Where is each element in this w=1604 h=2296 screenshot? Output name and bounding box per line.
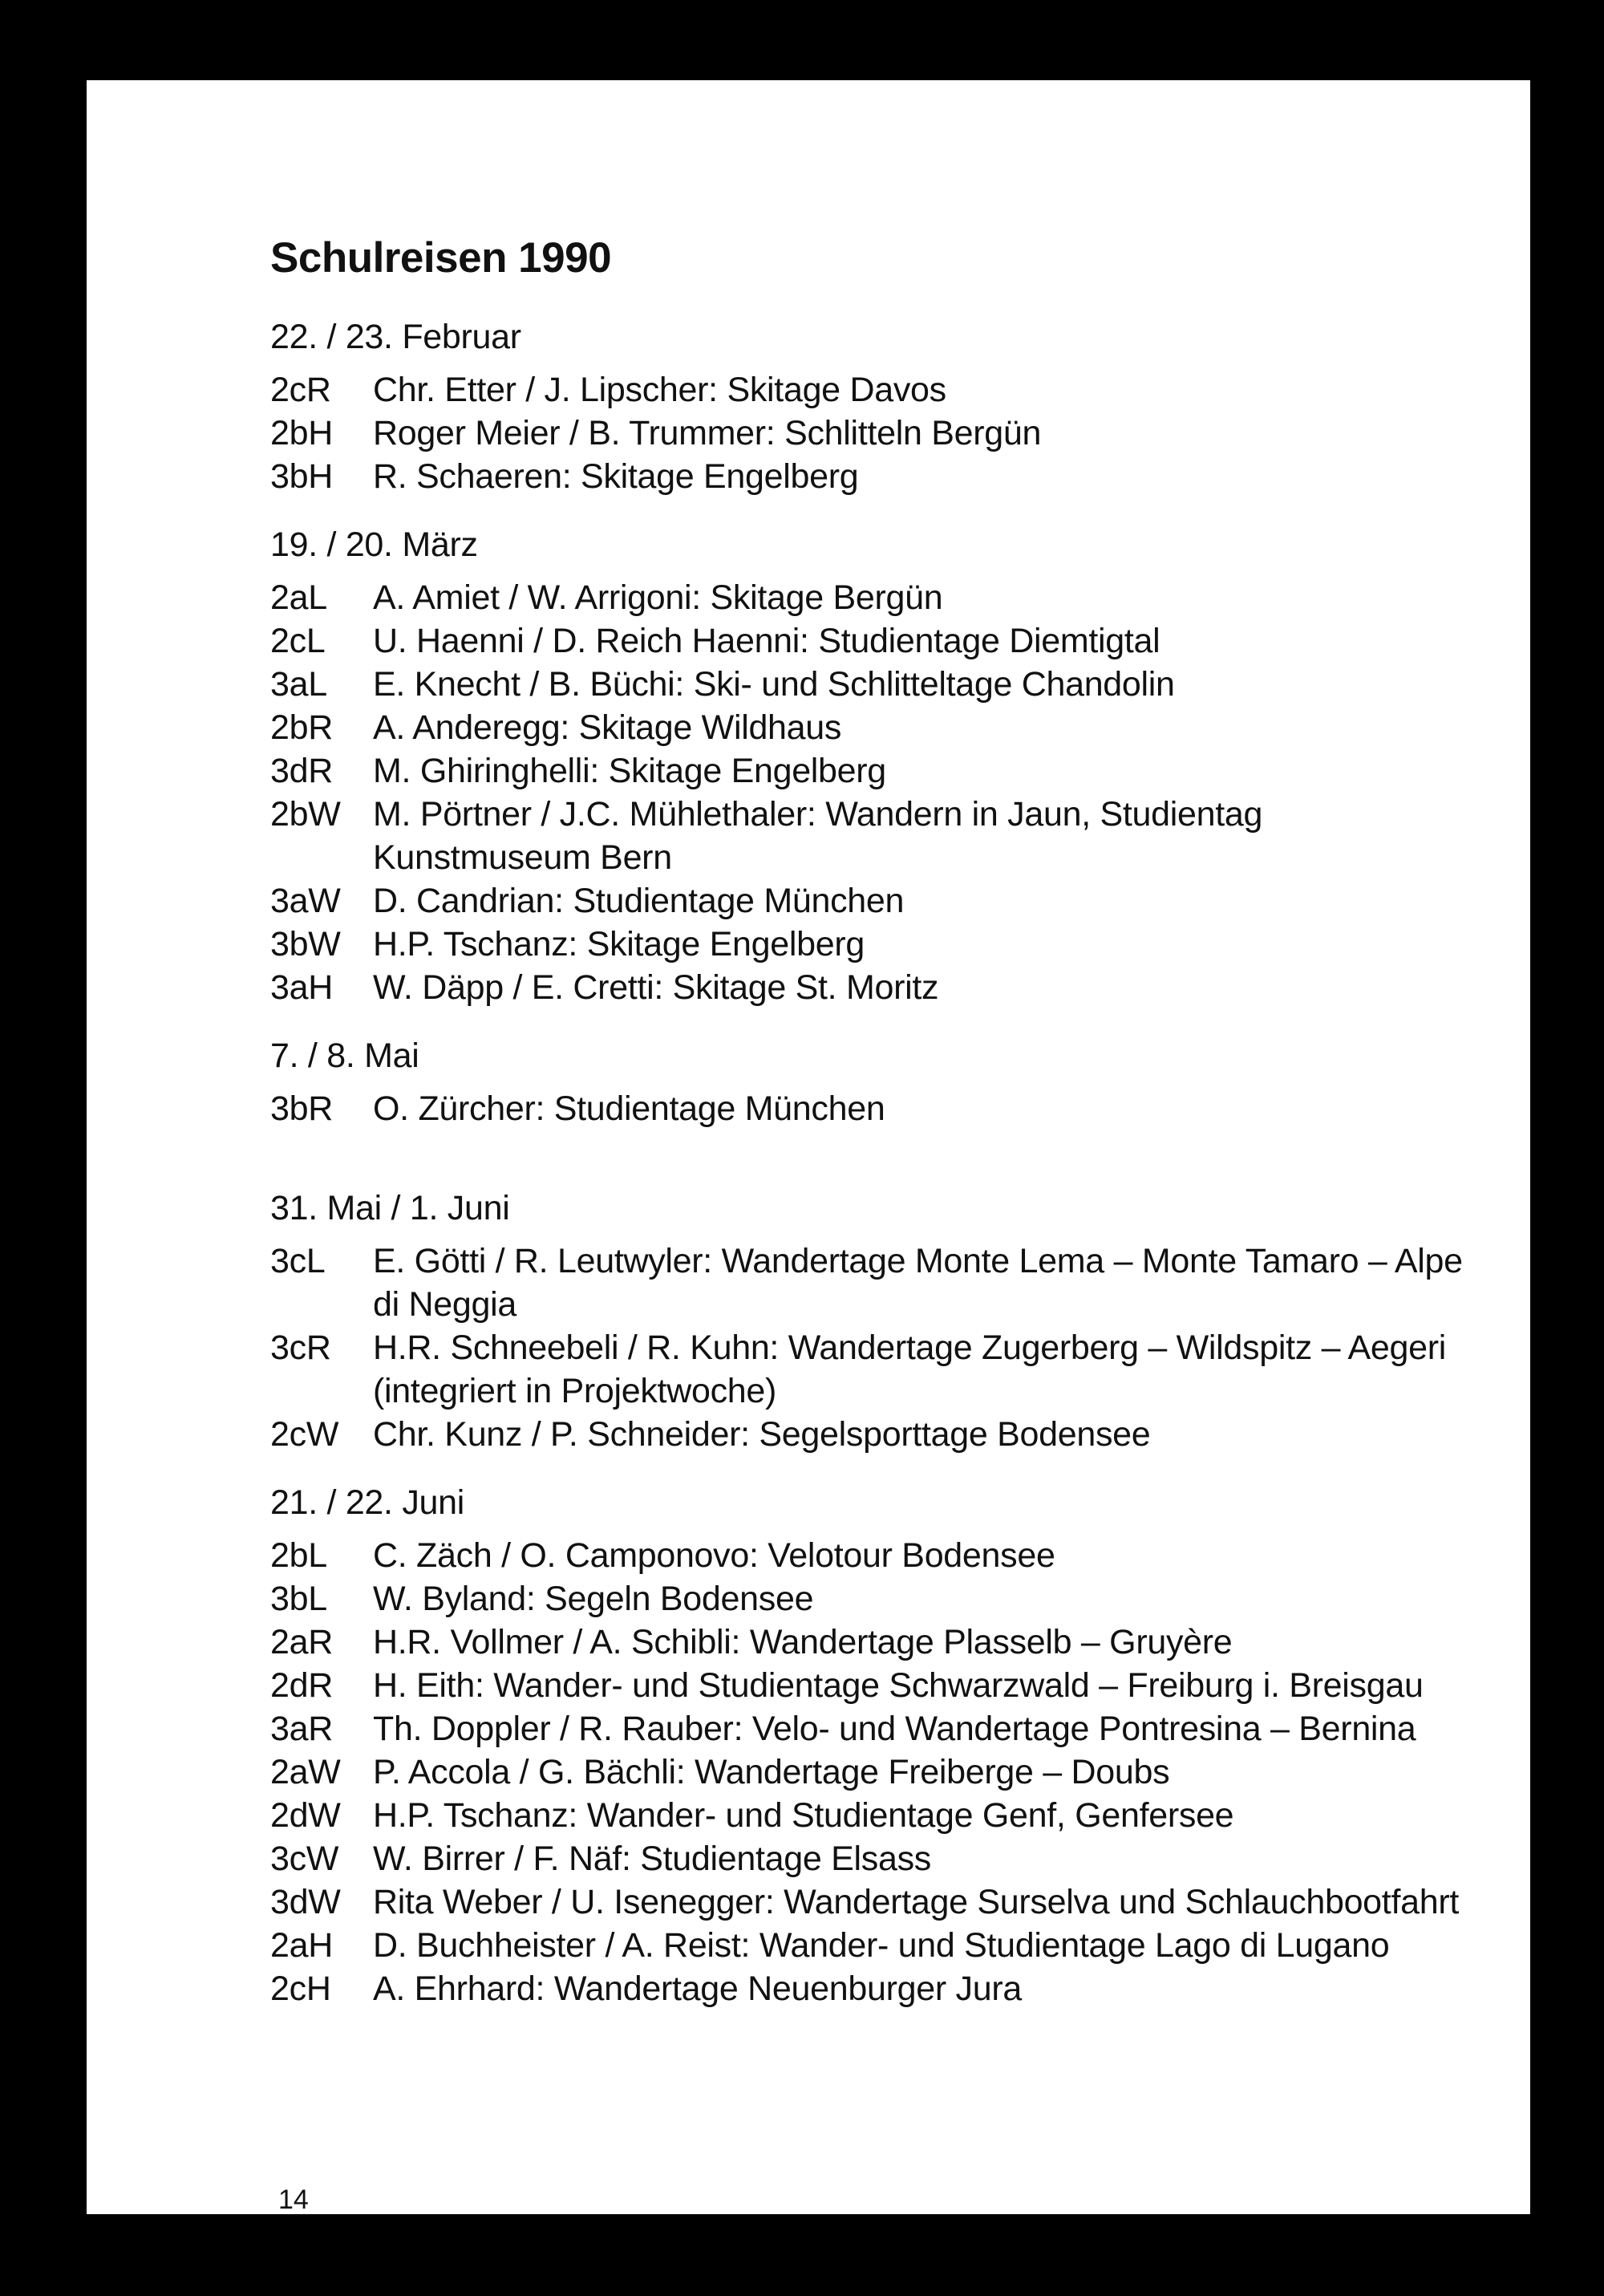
class-code: 3bR: [270, 1089, 333, 1128]
section-date: 22. / 23. Februar: [270, 318, 521, 356]
list-item: [270, 1087, 1473, 1130]
class-code: 3aW: [270, 882, 341, 920]
list-item: [270, 1750, 1473, 1794]
trip-description: Chr. Kunz / P. Schneider: Segelsporttage Bodensee: [373, 1415, 1151, 1454]
section-juni: [270, 1481, 1473, 2010]
trip-description: H.R. Schneebeli / R. Kuhn: Wandertage Zugerberg – Wildspitz – Aegeri (integriert in Projektwoche): [373, 1329, 1446, 1410]
class-code: 2aL: [270, 578, 327, 617]
class-code: 2aW: [270, 1753, 341, 1791]
trip-description: O. Zürcher: Studientage München: [373, 1089, 885, 1128]
section-date: 19. / 20. März: [270, 525, 478, 564]
trip-description: U. Haenni / D. Reich Haenni: Studientage Diemtigtal: [373, 622, 1160, 660]
trip-description: R. Schaeren: Skitage Engelberg: [373, 457, 859, 496]
trip-description: Th. Doppler / R. Rauber: Velo- und Wandertage Pontresina – Bernina: [373, 1710, 1416, 1748]
list-item: [270, 412, 1473, 455]
class-code: 2cL: [270, 622, 326, 660]
class-code: 2dW: [270, 1796, 341, 1835]
list-item: [270, 1837, 1473, 1880]
section-date: 21. / 22. Juni: [270, 1483, 465, 1522]
trip-description: W. Byland: Segeln Bodensee: [373, 1580, 814, 1618]
entry-list: [270, 1087, 1473, 1130]
list-item: [270, 1880, 1473, 1924]
list-item: [270, 1967, 1473, 2010]
entry-list: [270, 576, 1473, 1009]
class-code: 3aL: [270, 665, 327, 704]
trip-description: H. Eith: Wander- und Studientage Schwarzwald – Freiburg i. Breisgau: [373, 1666, 1424, 1705]
list-item: [270, 1534, 1473, 1577]
trip-description: A. Anderegg: Skitage Wildhaus: [373, 708, 842, 747]
class-code: 3bH: [270, 457, 333, 496]
list-item: [270, 923, 1473, 966]
entry-list: [270, 1534, 1473, 2010]
entry-list: [270, 1239, 1473, 1456]
class-code: 2cH: [270, 1969, 331, 2008]
trip-description: W. Birrer / F. Näf: Studientage Elsass: [373, 1840, 931, 1878]
class-code: 2bR: [270, 708, 333, 747]
list-item: [270, 966, 1473, 1009]
trip-description: E. Götti / R. Leutwyler: Wandertage Monte Lema – Monte Tamaro – Alpe di Neggia: [373, 1242, 1463, 1324]
trip-description: P. Accola / G. Bächli: Wandertage Freiberge – Doubs: [373, 1753, 1170, 1791]
list-item: [270, 749, 1473, 793]
trip-description: H.R. Vollmer / A. Schibli: Wandertage Plasselb – Gruyère: [373, 1623, 1233, 1661]
trip-description: Chr. Etter / J. Lipscher: Skitage Davos: [373, 371, 946, 409]
list-item: [270, 1707, 1473, 1750]
trip-description: Roger Meier / B. Trummer: Schlitteln Bergün: [373, 414, 1042, 452]
class-code: 3aR: [270, 1710, 333, 1748]
class-code: 3aH: [270, 968, 333, 1007]
list-item: [270, 576, 1473, 619]
class-code: 2bL: [270, 1536, 327, 1575]
section-maerz: [270, 523, 1473, 1009]
class-code: 3cL: [270, 1242, 326, 1280]
list-item: [270, 368, 1473, 412]
list-item: [270, 1413, 1473, 1456]
list-item: [270, 1239, 1473, 1326]
class-code: 2cR: [270, 371, 331, 409]
list-item: [270, 706, 1473, 749]
page-title: Schulreisen 1990: [270, 234, 612, 282]
trip-description: W. Däpp / E. Cretti: Skitage St. Moritz: [373, 968, 939, 1007]
list-item: [270, 455, 1473, 498]
class-code: 2bW: [270, 795, 341, 834]
trip-description: C. Zäch / O. Camponovo: Velotour Bodensee: [373, 1536, 1055, 1575]
class-code: 3cW: [270, 1840, 339, 1878]
document-page: [87, 80, 1530, 2214]
class-code: 3bW: [270, 925, 341, 963]
trip-description: D. Buchheister / A. Reist: Wander- und Studientage Lago di Lugano: [373, 1926, 1390, 1965]
list-item: [270, 793, 1473, 879]
trip-description: D. Candrian: Studientage München: [373, 882, 905, 920]
list-item: [270, 619, 1473, 663]
trip-description: A. Ehrhard: Wandertage Neuenburger Jura: [373, 1969, 1022, 2008]
section-date: 7. / 8. Mai: [270, 1036, 419, 1075]
trip-description: M. Pörtner / J.C. Mühlethaler: Wandern in Jaun, Studientag Kunstmuseum Bern: [373, 795, 1263, 877]
list-item: [270, 1621, 1473, 1664]
trip-description: M. Ghiringhelli: Skitage Engelberg: [373, 752, 886, 790]
class-code: 2aH: [270, 1926, 333, 1965]
list-item: [270, 663, 1473, 706]
trip-description: E. Knecht / B. Büchi: Ski- und Schlitteltage Chandolin: [373, 665, 1175, 704]
list-item: [270, 1326, 1473, 1413]
class-code: 2bH: [270, 414, 333, 452]
trip-description: H.P. Tschanz: Wander- und Studientage Genf, Genfersee: [373, 1796, 1234, 1835]
entry-list: [270, 368, 1473, 498]
list-item: [270, 1664, 1473, 1707]
class-code: 3cR: [270, 1329, 331, 1367]
section-date: 31. Mai / 1. Juni: [270, 1189, 510, 1227]
trip-description: Rita Weber / U. Isenegger: Wandertage Surselva und Schlauchbootfahrt: [373, 1883, 1459, 1921]
class-code: 2cW: [270, 1415, 339, 1454]
trip-description: H.P. Tschanz: Skitage Engelberg: [373, 925, 865, 963]
class-code: 3dW: [270, 1883, 341, 1921]
list-item: [270, 879, 1473, 923]
list-item: [270, 1924, 1473, 1967]
list-item: [270, 1577, 1473, 1621]
section-februar: [270, 315, 1473, 498]
class-code: 3bL: [270, 1580, 327, 1618]
trip-description: A. Amiet / W. Arrigoni: Skitage Bergün: [373, 578, 943, 617]
list-item: [270, 1794, 1473, 1837]
class-code: 3dR: [270, 752, 333, 790]
section-mai-juni: [270, 1187, 1473, 1456]
page-content: [270, 234, 1473, 2010]
class-code: 2dR: [270, 1666, 333, 1705]
class-code: 2aR: [270, 1623, 333, 1661]
section-mai: [270, 1034, 1473, 1130]
page-number: 14: [278, 2184, 309, 2215]
